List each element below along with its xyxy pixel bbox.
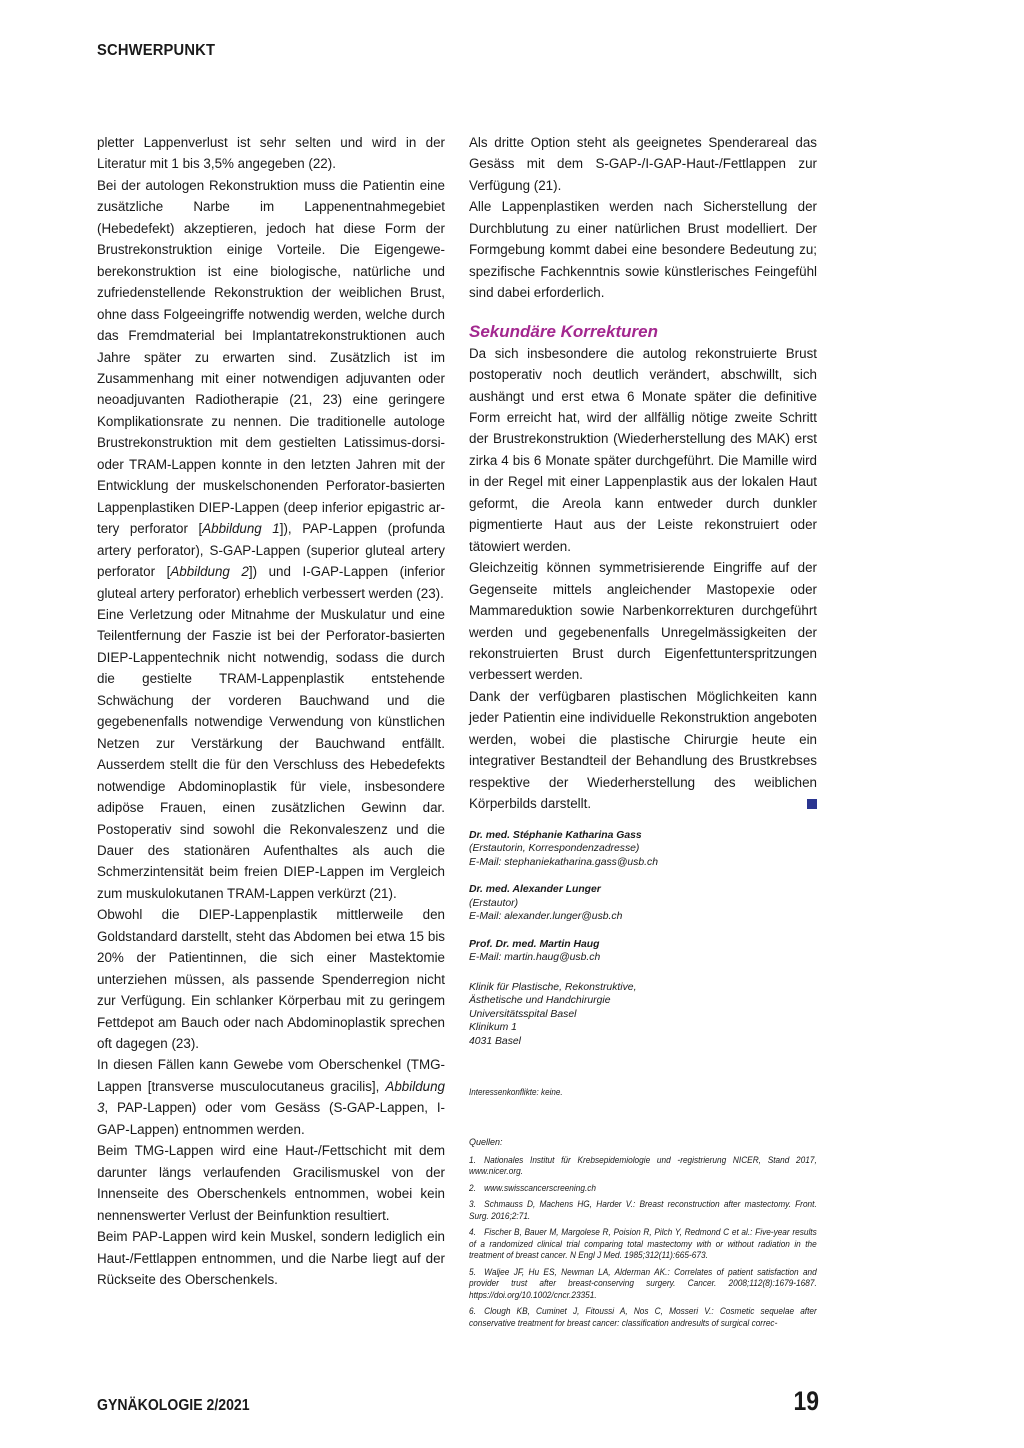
references-title: Quellen:	[469, 1137, 503, 1147]
paragraph: Gleichzeitig können symmetrisierende Eingriffe auf der Gegenseite mittels angleichender Mastopexie oder Mammareduktion sowie Narbenkorrekturen durchgeführt werden und gegebenenfalls Unregelmässigkeiten der rekonstruierten Brust durch Eigenfettunterspritzungen verbessert werden.	[469, 560, 817, 683]
affiliation	[469, 981, 817, 1049]
author-entry	[469, 938, 817, 965]
author-list	[469, 829, 817, 965]
paragraph: Beim TMG-Lappen wird eine Haut-/Fettschicht mit dem darunter längs verlaufenden Gracilismuskel von der Innenseite des Oberschenkels entnommen, wobei kein nennenswerter Verlust der Beinfunktion resultiert.	[97, 1143, 445, 1223]
reference-item: 5. Waljee JF, Hu ES, Newman LA, Alderman AK.: Correlates of patient satisfaction and provider trust after breast-conserving surgery. Cancer. 2008;112(8):1679-1687. https://doi.org/10.1002/cncr.23351.	[469, 1266, 817, 1300]
author-name: Prof. Dr. med. Martin Haug	[469, 938, 600, 950]
author-name: Dr. med. Alexander Lunger	[469, 884, 601, 896]
affiliation-line: Universitätsspital Basel	[469, 1008, 577, 1020]
left-column	[97, 132, 445, 1290]
figure-reference: Abbildung 3	[97, 1078, 445, 1116]
reference-item: 3. Schmauss D, Machens HG, Harder V.: Breast reconstruction after mastectomy. Front. Surg. 2016;2:71.	[469, 1199, 817, 1221]
end-of-article-mark	[807, 799, 817, 809]
paragraph: Beim PAP-Lappen wird kein Muskel, sondern lediglich ein Haut-/Fettlappen entnommen, und die Narbe liegt auf der Rückseite des Oberschenkels.	[97, 1229, 445, 1288]
author-email: E-Mail: alexander.lunger@usb.ch	[469, 911, 623, 923]
author-email: E-Mail: stephaniekatharina.gass@usb.ch	[469, 856, 659, 868]
paragraph: Bei der autologen Rekonstruktion muss die Patientin eine zusätzliche Narbe im Lappenentnahmegebiet (Hebedefekt) akzeptieren, jedoch hat diese Form der Brustrekonstruktion einige Vorteile. Die Eigengeweberekonstruktion ist eine biologische, natürliche und zufriedenstellende Rekonstruktion der weiblichen Brust, ohne dass Folgeeingriffe notwendig werden, welche durch das Fremdmaterial bei Implantatrekonstruktionen auch Jahre später zu erwarten sind. Zusätzlich ist im Zusammenhang mit einer notwendigen adjuvanten oder neoadjuvanten Radiotherapie (21, 23) eine geringere Komplikationsrate zu nennen. Die traditionelle autologe Brustrekonstruktion mit dem gestielten Latissimus-dorsi- oder TRAM-Lappen konnte in den letzten Jahren mit der Entwicklung der muskelschonenden Perforator-basierten Lappenplastiken DIEP-Lappen (deep inferior epigastric artery perforator [Abbildung 1]), PAP-Lappen (profunda artery perforator), S-GAP-Lappen (superior gluteal artery perforator [Abbildung 2]) und I-GAP-Lappen (inferior gluteal artery perforator) erheblich verbessert werden (23).	[97, 177, 445, 601]
author-email: E-Mail: martin.haug@usb.ch	[469, 952, 601, 964]
paragraph: Eine Verletzung oder Mitnahme der Muskulatur und eine Teilentfernung der Faszie ist bei der Perforator-basierten DIEP-Lappentechnik nicht notwendig, sodass die durch die gestielte TRAM-Lappenplastik entstehende Schwächung der vorderen Bauchwand und die gegebenenfalls notwendige Verwendung von künstlichen Netzen zur Verstärkung der Bauchwand entfällt. Ausserdem stellt die für den Verschluss des Hebedefekts notwendige Abdominoplastik für viele, insbesondere adipöse Frauen, einen zusätzlichen Gewinn dar. Postoperativ sind sowohl die Rekonvaleszenz und die Dauer des stationären Aufenthaltes als auch die Schmerzintensität beim freien DIEP-Lappen im Vergleich zum muskulokutanen TRAM-Lappen verkürzt (21).	[97, 606, 445, 901]
affiliation-line: Klinik für Plastische, Rekonstruktive,	[469, 981, 637, 993]
paragraph: Obwohl die DIEP-Lappenplastik mittlerweile den Goldstandard darstellt, steht das Abdomen bei etwa 15 bis 20% der Patientinnen, die sich einer Mastektomie unterziehen müssen, als passende Spenderregion nicht zur Verfügung. Ein schlanker Körperbau mit zu geringem Fettdepot am Bauch oder nach Abdominoplastik sprechen oft dagegen (23).	[97, 907, 445, 1052]
references	[469, 1137, 817, 1334]
figure-reference: Abbildung 2	[170, 564, 249, 580]
affiliation-line: Ästhetische und Handchirurgie	[469, 995, 611, 1007]
author-entry	[469, 829, 817, 870]
author-role: (Erstautor)	[469, 897, 519, 909]
paragraph: pletter Lappenverlust ist sehr selten und wird in der Literatur mit 1 bis 3,5% angegeben (22).	[97, 135, 445, 172]
paragraph: Dank der verfügbaren plastischen Möglichkeiten kann jeder Patientin eine individuelle Rekonstruktion angeboten werden, wobei die plastische Chirurgie heute ein integrativer Bestandteil der Behandlung des Brustkrebses respektive der Wiederherstellung des weiblichen Körperbilds darstellt.	[469, 688, 817, 812]
reference-item: 1. Nationales Institut für Krebsepidemiologie und -registrierung NICER, Stand 2017, www.nicer.org.	[469, 1154, 817, 1176]
paragraph: In diesen Fällen kann Gewebe vom Oberschenkel (TMG-Lappen [transverse musculocutaneus gracilis], Abbildung 3, PAP-Lappen) oder vom Gesäss (S-GAP-Lappen, I-GAP-Lappen) entnommen werden.	[97, 1057, 445, 1137]
conflict-of-interest: Interessenkonflikte: keine.	[469, 1087, 563, 1097]
author-role: (Erstautorin, Korrespondenzadresse)	[469, 843, 640, 855]
affiliation-line: 4031 Basel	[469, 1035, 521, 1047]
paragraph: Alle Lappenplastiken werden nach Sicherstellung der Durchblutung zu einer natürlichen Brust modelliert. Der Formgebung kommt dabei eine besondere Bedeutung zu; spezifische Fachkenntnis sowie künstlerisches Feingefühl sind dabei erforderlich.	[469, 199, 817, 301]
reference-item: 4. Fischer B, Bauer M, Margolese R, Poision R, Pilch Y, Redmond C et al.: Five-year results of a randomized clinical trial comparing total mastectomy with or without radiation in the treatment of breast cancer. N Engl J Med. 1985;312(11):665-673.	[469, 1227, 817, 1260]
section-label: SCHWERPUNKT	[97, 42, 216, 59]
paragraph: Da sich insbesondere die autolog rekonstruierte Brust postoperativ noch deutlich verändert, abschwillt, sich aushängt und erst etwa 6 Monate später die definitive Form erreicht hat, wird der allfällig nötige zweite Schritt der Brustrekonstruktion (Wiederherstellung des MAK) erst zirka 4 bis 6 Monate später durchgeführt. Die Mamille wird in der Regel mit einer Lappenplastik aus der lokalen Haut geformt, die Areola kann entweder durch dunkler pigmentierte Haut aus der Leiste rekonstruiert oder tätowiert werden.	[469, 345, 817, 554]
section-heading: Sekundäre Korrekturen	[469, 321, 658, 341]
reference-item: 2. www.swisscancerscreening.ch	[469, 1182, 597, 1193]
reference-item: 6. Clough KB, Cuminet J, Fitoussi A, Nos C, Mosseri V.: Cosmetic sequelae after conservative treatment for breast cancer: classification andresults of surgical correc-	[469, 1306, 817, 1328]
author-name: Dr. med. Stéphanie Katharina Gass	[469, 829, 642, 841]
figure-reference: Abbildung 1	[202, 521, 280, 537]
paragraph: Als dritte Option steht als geeignetes Spenderareal das Gesäss mit dem S-GAP-/I-GAP-Haut-/Fettlappen zur Verfügung (21).	[469, 135, 817, 193]
affiliation-line: Klinikum 1	[469, 1022, 517, 1034]
right-column	[469, 132, 817, 1048]
author-entry	[469, 883, 817, 924]
page-number: 19	[793, 1386, 819, 1416]
journal-issue: GYNÄKOLOGIE 2/2021	[97, 1397, 250, 1414]
